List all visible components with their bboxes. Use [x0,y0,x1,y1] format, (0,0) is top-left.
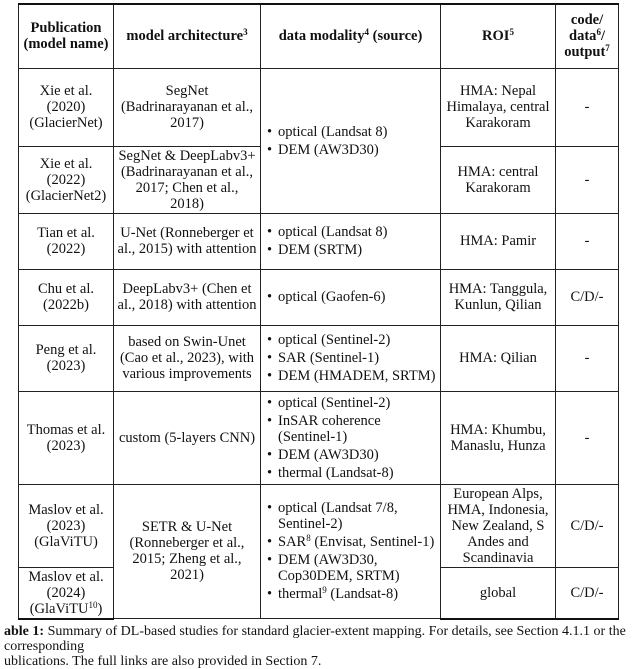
cell-publication: Peng et al. (2023) [19,325,114,391]
cell-roi: European Alps, HMA, Indonesia, New Zealand, S Andes and Scandinavia [441,484,556,567]
cell-modality: • optical (Landsat 8) • DEM (AW3D30) [261,68,441,213]
cell-roi: HMA: Nepal Himalaya, central Karakoram [441,68,556,146]
cell-code: - [556,325,619,391]
cell-roi: HMA: central Karakoram [441,146,556,213]
cell-modality: • optical (Sentinel-2) • InSAR coherence (Sentinel-1) • DEM (AW3D30) • thermal (Landsat-8) [261,391,441,484]
cell-code: - [556,213,619,269]
cell-roi: HMA: Khumbu, Manaslu, Hunza [441,391,556,484]
cell-architecture: based on Swin-Unet (Cao et al., 2023), with various improvements [114,325,261,391]
table-row [19,213,619,269]
header-roi: ROI$^5$ [441,4,556,68]
cell-code: C/D/- [556,567,619,619]
cell-modality: • optical (Gaofen-6) [261,269,441,325]
table-row [19,391,619,484]
cell-code: - [556,146,619,213]
cell-roi: HMA: Pamir [441,213,556,269]
cell-architecture: SegNet & DeepLabv3+ (Badrinarayanan et al., 2017; Chen et al., 2018) [114,146,261,213]
cell-architecture: U-Net (Ronneberger et al., 2015) with attention [114,213,261,269]
cell-architecture: custom (5-layers CNN) [114,391,261,484]
cell-publication: Xie et al. (2022) (GlacierNet2) [19,146,114,213]
cell-code: - [556,391,619,484]
cell-modality: • optical (Sentinel-2) • SAR (Sentinel-1) • DEM (HMADEM, SRTM) [261,325,441,391]
cell-modality: • optical (Landsat 8) • DEM (SRTM) [261,213,441,269]
cell-roi: HMA: Tanggula, Kunlun, Qilian [441,269,556,325]
cell-roi: HMA: Qilian [441,325,556,391]
cell-code: C/D/- [556,269,619,325]
table-caption [0,624,640,669]
header-modality: data modality$^4$ (source) [261,4,441,68]
header-code: code/ data$^6$/ output$^7$ [556,4,619,68]
cell-code: - [556,68,619,146]
header-publication: Publication (model name) [19,4,114,68]
studies-table [18,3,619,620]
cell-architecture: SegNet (Badrinarayanan et al., 2017) [114,68,261,146]
table-row [19,68,619,146]
caption-text: Summary of DL-based studies for standard glacier-extent mapping. For details, see Section 4.1.1 or the corresponding [4,623,626,654]
cell-code: C/D/- [556,484,619,567]
header-row [19,4,619,68]
table-row [19,269,619,325]
table-row [19,484,619,567]
table-row [19,325,619,391]
cell-publication: Chu et al. (2022b) [19,269,114,325]
header-architecture: model architecture$^3$ [114,4,261,68]
cell-architecture: DeepLabv3+ (Chen et al., 2018) with attention [114,269,261,325]
caption-label: able 1: [4,623,45,639]
caption-text-line2: ublications. The full links are also provided in Section 7. [4,653,322,669]
cell-publication: Maslov et al. (2024) (GlaViTU$^{10}$) [19,567,114,619]
cell-publication: Maslov et al. (2023) (GlaViTU) [19,484,114,567]
cell-publication: Thomas et al. (2023) [19,391,114,484]
cell-publication: Tian et al. (2022) [19,213,114,269]
cell-architecture: SETR & U-Net (Ronneberger et al., 2015; Zheng et al., 2021) [114,484,261,619]
cell-modality: • optical (Landsat 7/8, Sentinel-2) • SAR$^8$ (Envisat, Sentinel-1) • DEM (AW3D30, Cop30DEM, SRTM) • thermal$^9$ (Landsat-8) [261,484,441,619]
cell-roi: global [441,567,556,619]
cell-publication: Xie et al. (2020) (GlacierNet) [19,68,114,146]
